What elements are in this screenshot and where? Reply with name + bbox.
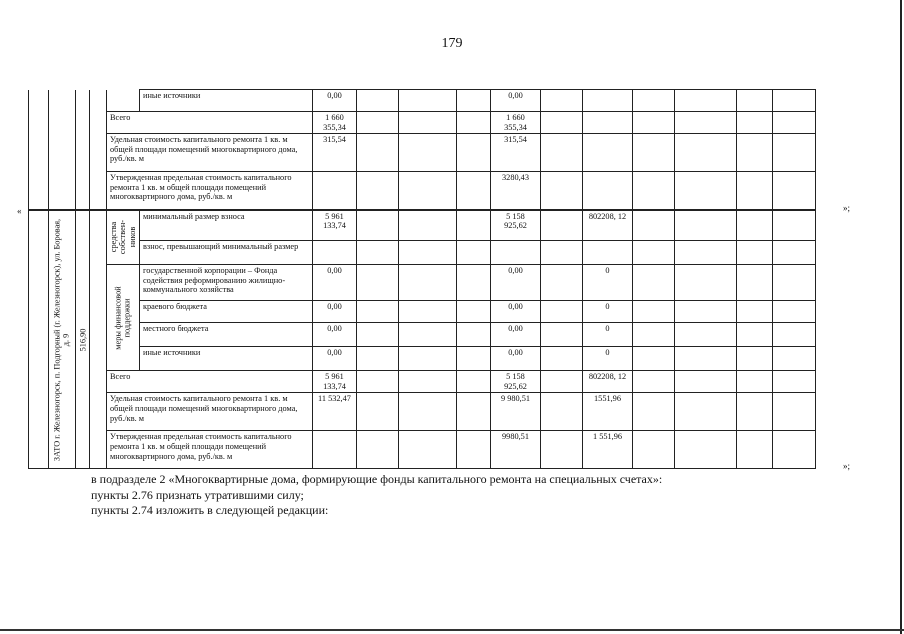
value-total: 0,00 (313, 347, 357, 371)
table-row (29, 265, 816, 301)
value-2: 0,00 (491, 90, 541, 112)
row-label: Удельная стоимость капитального ремонта 1 кв. м общей площади помещений многоквартирного дома, руб./кв. м (107, 134, 313, 172)
value-2: 0,00 (491, 301, 541, 323)
quote-open: « (17, 206, 22, 216)
row-label: Всего (107, 371, 313, 393)
row-label: иные источники (140, 90, 313, 112)
address-cell: ЗАТО г. Железногорск, п. Подгорный (г. Железногорск), ул. Боровая, д. 9 (49, 210, 76, 469)
value-3: 0 (583, 265, 633, 301)
paragraph: пункты 2.74 изложить в следующей редакции: (91, 503, 329, 517)
col-blank-4 (90, 90, 107, 210)
col-blank-3 (76, 90, 90, 210)
value-2: 0,00 (491, 347, 541, 371)
row-label: минимальный размер взноса (140, 210, 313, 241)
paragraph: пункты 2.76 признать утратившими силу; (91, 488, 304, 502)
value-3 (583, 134, 633, 172)
value-2 (491, 241, 541, 265)
value-total: 5 961 133,74 (313, 371, 357, 393)
value-2: 9980,51 (491, 431, 541, 469)
value-3: 0 (583, 301, 633, 323)
value-total: 0,00 (313, 265, 357, 301)
value-2: 0,00 (491, 323, 541, 347)
value-3: 0 (583, 347, 633, 371)
value-3: 1 551,96 (583, 431, 633, 469)
row-label: иные источники (140, 347, 313, 371)
row-label: местного бюджета (140, 323, 313, 347)
quote-close: »; (843, 203, 851, 213)
table-row (29, 90, 816, 112)
value-total (313, 172, 357, 210)
value-total: 11 532,47 (313, 393, 357, 431)
value-3 (583, 172, 633, 210)
value-3: 802208, 12 (583, 371, 633, 393)
row-label: Утвержденная предельная стоимость капитального ремонта 1 кв. м общей площади помещений многоквартирного дома, руб./кв. м (107, 172, 313, 210)
row-label: государственной корпорации – Фонда содействия реформированию жилищно-коммунального хозяйства (140, 265, 313, 301)
capital-repair-table (28, 89, 816, 469)
col-blank-1 (29, 210, 49, 469)
col-blank-1 (29, 90, 49, 210)
value-2: 9 980,51 (491, 393, 541, 431)
table-row (29, 134, 816, 172)
table-row (29, 172, 816, 210)
table-row (29, 301, 816, 323)
value-2: 3280,43 (491, 172, 541, 210)
page-number: 179 (441, 36, 463, 51)
table-row (29, 347, 816, 371)
value-2: 315,54 (491, 134, 541, 172)
row-label: Удельная стоимость капитального ремонта 1 кв. м общей площади помещений многоквартирного дома, руб./кв. м (107, 393, 313, 431)
value-3: 802208, 12 (583, 210, 633, 241)
table-row (29, 210, 816, 241)
page-border-right (900, 0, 902, 634)
value-total: 5 961 133,74 (313, 210, 357, 241)
page-border-bottom (0, 629, 904, 631)
row-label: краевого бюджета (140, 301, 313, 323)
value-3: 0 (583, 323, 633, 347)
table-row (29, 241, 816, 265)
value-total: 315,54 (313, 134, 357, 172)
value-total: 0,00 (313, 323, 357, 347)
area-cell: 516,90 (76, 210, 90, 469)
value-2: 1 660 355,34 (491, 112, 541, 134)
table-row (29, 393, 816, 431)
value-2: 5 158 925,62 (491, 210, 541, 241)
value-3 (583, 90, 633, 112)
value-total: 1 660 355,34 (313, 112, 357, 134)
value-total (313, 241, 357, 265)
row-label: Утвержденная предельная стоимость капитального ремонта 1 кв. м общей площади помещений многоквартирного дома, руб./кв. м (107, 431, 313, 469)
paragraph: в подразделе 2 «Многоквартирные дома, формирующие фонды капитального ремонта на специальных счетах»: (91, 472, 663, 486)
row-label: Всего (107, 112, 313, 134)
col-blank-4 (90, 210, 107, 469)
financial-support-group: меры финансовой поддержки (107, 265, 140, 371)
value-3 (583, 112, 633, 134)
row-label: взнос, превышающий минимальный размер (140, 241, 313, 265)
value-total (313, 431, 357, 469)
table-row (29, 112, 816, 134)
value-3 (583, 241, 633, 265)
value-2: 5 158 925,62 (491, 371, 541, 393)
value-3: 1551,96 (583, 393, 633, 431)
value-total: 0,00 (313, 301, 357, 323)
table-row (29, 371, 816, 393)
value-2: 0,00 (491, 265, 541, 301)
value-total: 0,00 (313, 90, 357, 112)
group-cell (107, 90, 140, 112)
table-row (29, 431, 816, 469)
owners-funds-group: средства собствен-ников (107, 210, 140, 265)
quote-close: »; (843, 461, 851, 471)
col-blank-2 (49, 90, 76, 210)
table-row (29, 323, 816, 347)
